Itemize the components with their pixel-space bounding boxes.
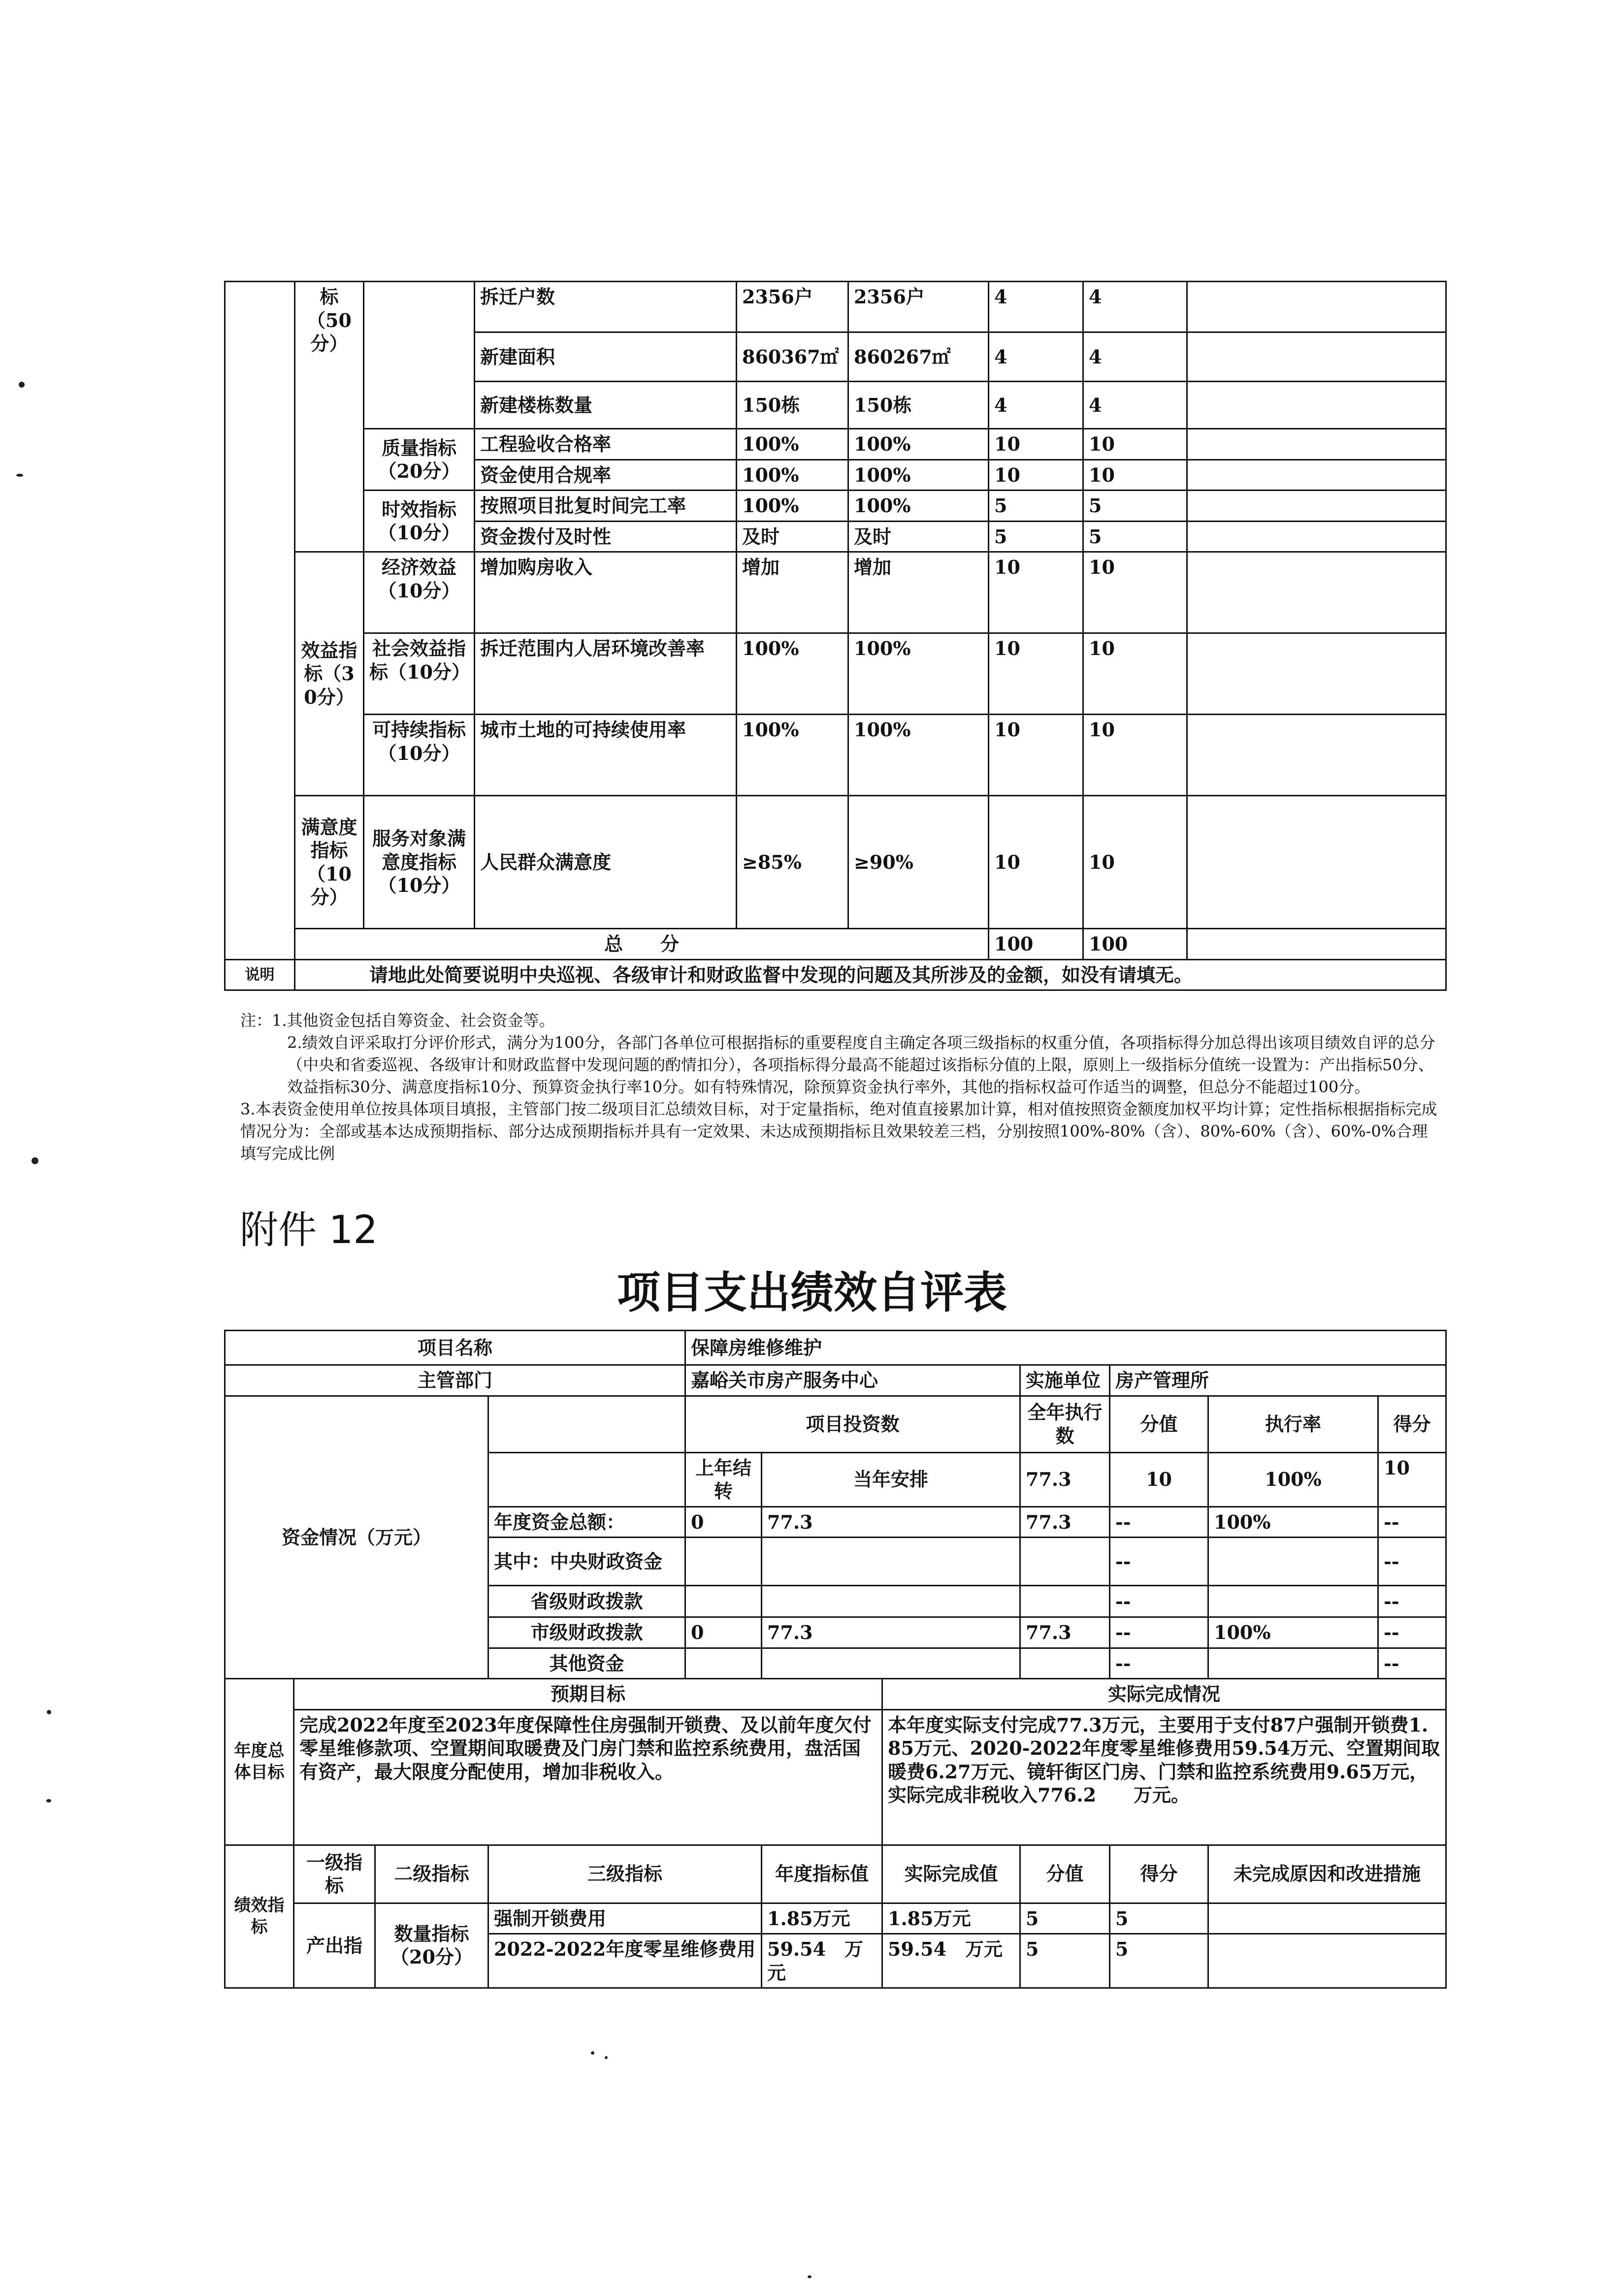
blank-column [225,282,295,960]
note [1187,429,1446,460]
summary-score: 10 [1378,1452,1446,1507]
fund-exec: 77.3 [1020,1507,1110,1538]
scan-speck [808,2275,812,2278]
fund-weight: -- [1110,1648,1208,1679]
note [1187,459,1446,491]
target-value: 100% [737,633,848,715]
target-value: 2356户 [737,282,848,332]
note [1187,633,1446,715]
project-evaluation-table [224,1330,1447,1989]
fund-carry [685,1586,762,1617]
fund-weight: -- [1110,1586,1208,1617]
fund-current [762,1648,1020,1679]
perf-reason [1208,1903,1446,1934]
scan-speck [16,474,23,477]
score: 10 [1083,796,1187,929]
project-name-label: 项目名称 [225,1331,685,1365]
actual-value: 2356户 [848,282,989,332]
weight: 5 [989,521,1083,552]
fund-rate [1208,1648,1378,1679]
satisfaction-indicator-label: 满意度指标（10分） [295,796,364,929]
note [1187,552,1446,633]
perf-score: 5 [1110,1934,1208,1988]
fund-rate: 100% [1208,1617,1378,1648]
fund-carry: 0 [685,1617,762,1648]
perf-reason [1208,1934,1446,1988]
output-indicator-label: 标 （50 分） [295,282,364,552]
fund-exec [1020,1648,1110,1679]
actual-value: 860267㎡ [848,332,989,382]
impl-label: 实施单位 [1020,1365,1110,1396]
perf-weight: 5 [1020,1903,1110,1934]
fund-carry [685,1538,762,1586]
quantity-indicator-cell [364,282,475,429]
indicator-name: 人民群众满意度 [475,796,737,929]
note [1187,382,1446,429]
perf-actual: 1.85万元 [882,1903,1020,1934]
remark-label: 说明 [225,959,295,990]
perf-head-l3: 三级指标 [488,1845,762,1903]
summary-exec: 77.3 [1020,1452,1110,1507]
actual-value: 100% [848,715,989,796]
blank [488,1452,685,1507]
indicator-name: 新建楼栋数量 [475,382,737,429]
economic-benefit-label: 经济效益（10分） [364,552,475,633]
indicator-name: 按照项目批复时间完工率 [475,491,737,522]
indicator-name: 资金拨付及时性 [475,521,737,552]
note [1187,332,1446,382]
fund-score: -- [1378,1507,1446,1538]
fund-rate: 100% [1208,1507,1378,1538]
perf-score: 5 [1110,1903,1208,1934]
target-value: 增加 [737,552,848,633]
actual-value: 100% [848,491,989,522]
impl: 房产管理所 [1110,1365,1446,1396]
scan-speck [605,2056,608,2059]
indicator-name: 城市土地的可持续使用率 [475,715,737,796]
expected-header: 预期目标 [294,1679,882,1710]
indicator-name: 工程验收合格率 [475,429,737,460]
score: 5 [1083,521,1187,552]
footnote-2: 2.绩效自评采取打分评价形式，满分为100分，各部门各单位可根据指标的重要程度自主确定各项三级指标的权重分值，各项指标得分加总得出该项目绩效自评的总分（中央和省委巡视、各级审计和财政监督中发现问题的酌情扣分），各项指标得分最高不能超过该指标分值的上限，原则上一级指标分值统一设置为：产出指标50分、效益指标30分、满意度指标10分、预算资金执行率10分。如有特殊情况，除预算资金执行率外，其他的指标权益可作适当的调整，但总分不能超过100分。 [287,1033,1435,1096]
perf-actual: 59.54 万元 [882,1934,1020,1988]
fund-current: 77.3 [762,1617,1020,1648]
weight: 5 [989,491,1083,522]
weight: 4 [989,282,1083,332]
indicator-name: 拆迁范围内人居环境改善率 [475,633,737,715]
perf-head-target: 年度指标值 [762,1845,882,1903]
output-label: 产出指 [294,1903,375,1988]
footnotes [240,1010,1442,1165]
fund-current: 77.3 [762,1507,1020,1538]
weight: 10 [989,459,1083,491]
fund-current [762,1538,1020,1586]
fund-exec: 77.3 [1020,1617,1110,1648]
weight: 10 [989,552,1083,633]
score: 10 [1083,459,1187,491]
rate-header: 执行率 [1208,1396,1378,1452]
score: 10 [1083,633,1187,715]
invest-header: 项目投资数 [685,1396,1020,1452]
scan-speck [32,1157,38,1164]
indicator-name: 新建面积 [475,332,737,382]
note [1187,491,1446,522]
target-value: 100% [737,491,848,522]
footnote-3: 3.本表资金使用单位按具体项目填报，主管部门按二级项目汇总绩效目标，对于定量指标，绝对值直接累加计算，相对值按照资金额度加权平均计算；定性指标根据指标完成情况分为：全部或基本达成预期指标、部分达成预期指标并具有一定效果、未达成预期指标且效果较差三档，分别按照100%-80%（含）、80%-60%（含）、60%-0%合理填写完成比例 [240,1100,1437,1163]
sustainability-label: 可持续指标（10分） [364,715,475,796]
fund-carry: 0 [685,1507,762,1538]
fund-score: -- [1378,1648,1446,1679]
note [1187,282,1446,332]
actual-value: 100% [848,429,989,460]
score: 4 [1083,382,1187,429]
score: 10 [1083,715,1187,796]
target-value: 100% [737,429,848,460]
score: 10 [1083,552,1187,633]
perf-head-l2: 二级指标 [375,1845,488,1903]
timeliness-indicator-label: 时效指标（10分） [364,491,475,552]
weight-header: 分值 [1110,1396,1208,1452]
fund-row-label: 其他资金 [488,1648,685,1679]
perf-head-reason: 未完成原因和改进措施 [1208,1845,1446,1903]
perf-head-score: 得分 [1110,1845,1208,1903]
summary-rate: 100% [1208,1452,1378,1507]
target-value: ≥85% [737,796,848,929]
dept: 嘉峪关市房产服务中心 [685,1365,1020,1396]
total-score: 100 [1083,929,1187,960]
fund-row-label: 其中：中央财政资金 [488,1538,685,1586]
weight: 10 [989,715,1083,796]
remark-text: 请地此处简要说明中央巡视、各级审计和财政监督中发现的问题及其所涉及的金额，如没有请填无。 [295,959,1446,990]
fund-score: -- [1378,1617,1446,1648]
expected-text: 完成2022年度至2023年度保障性住房强制开锁费、及以前年度欠付零星维修款项、空置期间取暖费及门房门禁和监控系统费用，盘活国有资产，最大限度分配使用，增加非税收入。 [294,1709,882,1845]
total-weight: 100 [989,929,1083,960]
dept-label: 主管部门 [225,1365,685,1396]
page-title: 项目支出绩效自评表 [617,1267,1007,1318]
current-header: 当年安排 [762,1452,1020,1507]
evaluation-table-continued [224,281,1447,991]
perf-target: 59.54 万元 [762,1934,882,1988]
note [1187,796,1446,929]
actual-value: ≥90% [848,796,989,929]
perf-name: 强制开锁费用 [488,1903,762,1934]
target-value: 150栋 [737,382,848,429]
fund-exec [1020,1538,1110,1586]
scan-speck [47,1710,51,1714]
perf-name: 2022-2022年度零星维修费用 [488,1934,762,1988]
score: 10 [1083,429,1187,460]
perf-weight: 5 [1020,1934,1110,1988]
quality-indicator-label: 质量指标（20分） [364,429,475,491]
fund-weight: -- [1110,1507,1208,1538]
weight: 4 [989,332,1083,382]
satisfaction-sub-label: 服务对象满意度指标（10分） [364,796,475,929]
fund-row-label: 市级财政拨款 [488,1617,685,1648]
attachment-label: 附件 12 [240,1208,378,1252]
fund-weight: -- [1110,1538,1208,1586]
fund-score: -- [1378,1538,1446,1586]
indicator-name: 拆迁户数 [475,282,737,332]
blank [488,1396,685,1452]
actual-value: 增加 [848,552,989,633]
fund-rate [1208,1586,1378,1617]
benefit-indicator-label: 效益指标（30分） [295,552,364,796]
target-value: 100% [737,715,848,796]
social-benefit-label: 社会效益指标（10分） [364,633,475,715]
scan-speck [46,1799,51,1802]
target-value: 及时 [737,521,848,552]
scan-speck [19,382,25,388]
fund-row-label: 年度资金总额： [488,1507,685,1538]
weight: 10 [989,429,1083,460]
actual-value: 及时 [848,521,989,552]
fund-rate [1208,1538,1378,1586]
score-header: 得分 [1378,1396,1446,1452]
quantity-label: 数量指标（20分） [375,1903,488,1988]
actual-value: 150栋 [848,382,989,429]
carry-header: 上年结转 [685,1452,762,1507]
score: 5 [1083,491,1187,522]
fund-score: -- [1378,1586,1446,1617]
note [1187,521,1446,552]
score: 4 [1083,332,1187,382]
scan-speck [591,2051,594,2055]
actual-value: 100% [848,633,989,715]
footnote-1: 注：1.其他资金包括自筹资金、社会资金等。 [240,1011,555,1030]
perf-label: 绩效指标 [225,1845,294,1988]
annual-goal-label: 年度总体目标 [225,1679,294,1845]
weight: 10 [989,796,1083,929]
actual-text: 本年度实际支付完成77.3万元，主要用于支付87户强制开锁费1.85万元、2020-2022年度零星维修费用59.54万元、空置期间取暖费6.27万元、镜轩街区门房、门禁和监控系统费用9.65万元，实际完成非税收入776.2 万元。 [882,1709,1446,1845]
perf-head-l1: 一级指标 [294,1845,375,1903]
project-name: 保障房维修维护 [685,1331,1446,1365]
fund-current [762,1586,1020,1617]
total-note [1187,929,1446,960]
fund-carry [685,1648,762,1679]
perf-target: 1.85万元 [762,1903,882,1934]
actual-header: 实际完成情况 [882,1679,1446,1710]
summary-weight: 10 [1110,1452,1208,1507]
weight: 4 [989,382,1083,429]
fund-weight: -- [1110,1617,1208,1648]
note [1187,715,1446,796]
score: 4 [1083,282,1187,332]
exec-header: 全年执行数 [1020,1396,1110,1452]
fund-exec [1020,1586,1110,1617]
funds-label: 资金情况（万元） [225,1396,488,1679]
perf-head-weight: 分值 [1020,1845,1110,1903]
target-value: 860367㎡ [737,332,848,382]
total-label: 总 分 [295,929,989,960]
weight: 10 [989,633,1083,715]
perf-head-actual: 实际完成值 [882,1845,1020,1903]
actual-value: 100% [848,459,989,491]
indicator-name: 资金使用合规率 [475,459,737,491]
indicator-name: 增加购房收入 [475,552,737,633]
fund-row-label: 省级财政拨款 [488,1586,685,1617]
target-value: 100% [737,459,848,491]
